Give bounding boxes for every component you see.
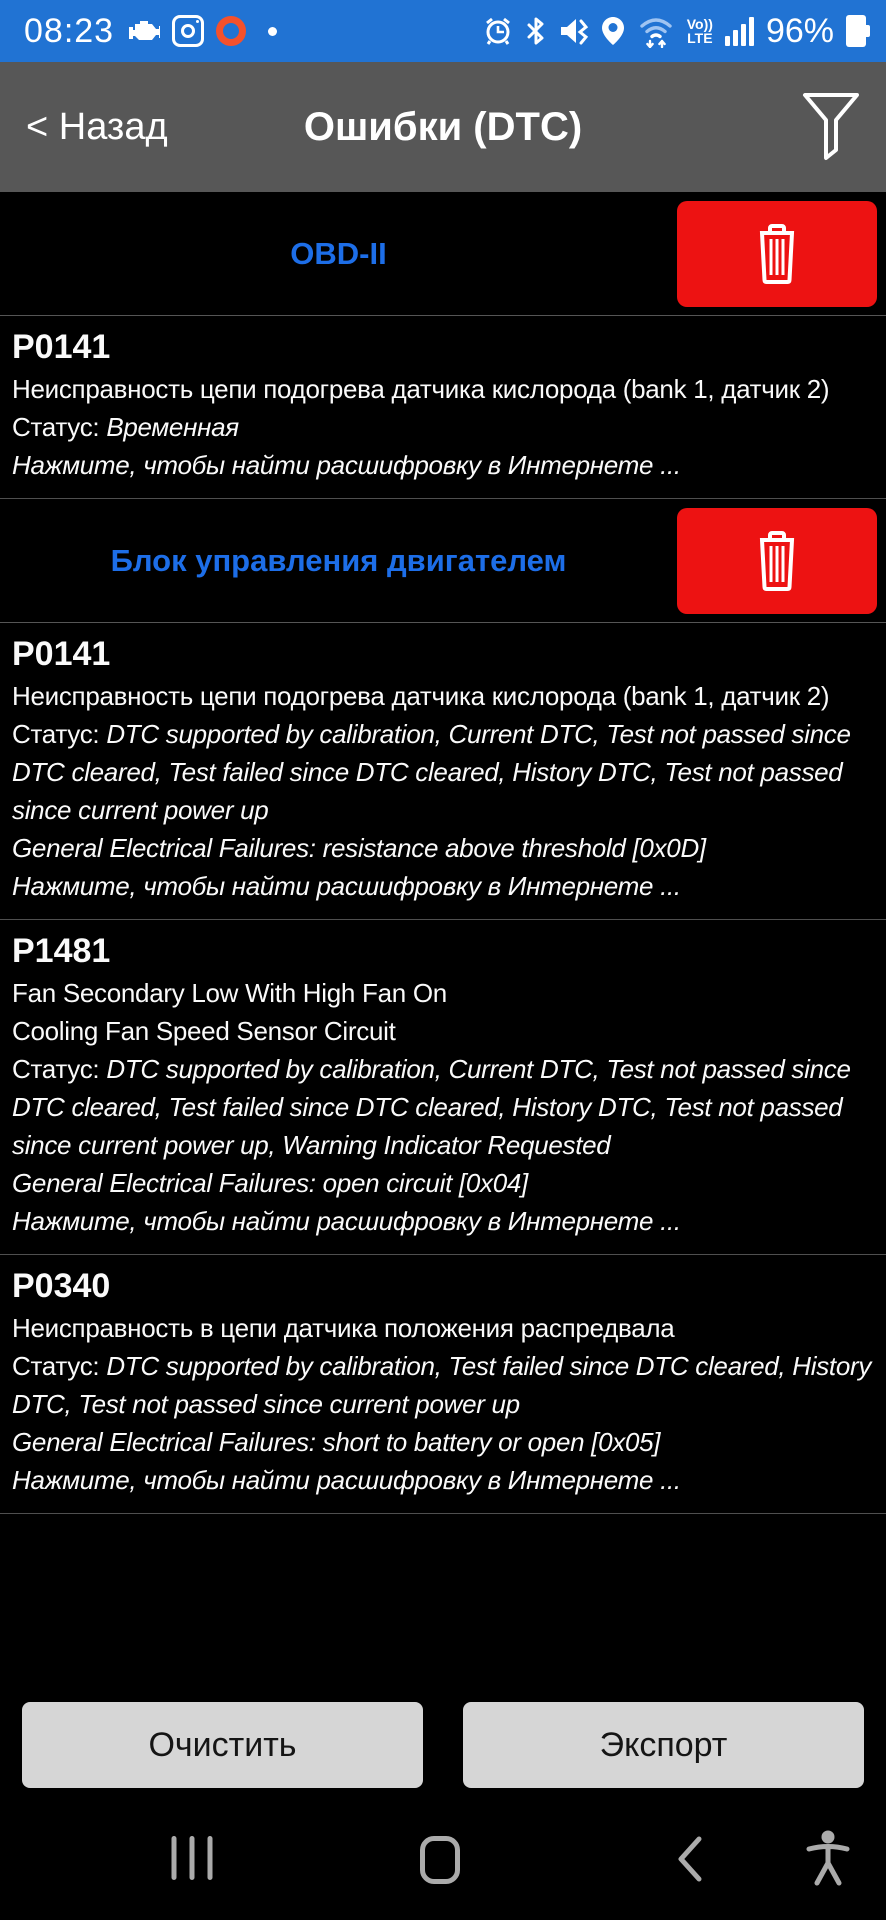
trash-icon: [748, 530, 806, 592]
status-bar: [0, 0, 886, 62]
clock-text: 08:23: [24, 11, 115, 50]
dtc-entry-p0141-obd2[interactable]: [0, 316, 886, 499]
accessibility-icon[interactable]: [805, 1830, 851, 1886]
recents-icon[interactable]: [172, 1836, 213, 1880]
signal-bars-icon: [725, 16, 754, 46]
clear-button[interactable]: Очистить: [22, 1702, 423, 1788]
section-title: OBD-II: [290, 235, 387, 271]
dtc-description: Неисправность в цепи датчика положения распредвала: [12, 1313, 675, 1343]
battery-icon: [846, 15, 866, 47]
record-ring-icon: [216, 16, 246, 46]
filter-funnel-icon[interactable]: [802, 92, 860, 162]
notification-dot: [268, 27, 277, 36]
dtc-code: P1481: [12, 932, 111, 970]
instagram-icon: [172, 15, 204, 47]
status-label: Статус:: [12, 1351, 100, 1381]
status-label: Статус:: [12, 719, 100, 749]
dtc-code: P0141: [12, 328, 111, 366]
dtc-entry-p0340[interactable]: [0, 1255, 886, 1514]
home-icon[interactable]: [420, 1836, 460, 1884]
section-header-ecu: [0, 499, 886, 623]
status-value: DTC supported by calibration, Current DTC, Test not passed since DTC cleared, Test failed since DTC cleared, History DTC, Test not passed since current power up: [12, 719, 851, 825]
empty-space: [0, 1514, 886, 1702]
delete-section-ecu-button[interactable]: [677, 508, 877, 614]
dtc-status-line: [12, 715, 872, 829]
status-value: DTC supported by calibration, Current DTC, Test not passed since DTC cleared, Test failed since DTC cleared, History DTC, Test not passed since current power up, Warning Indicator Requested: [12, 1054, 851, 1160]
back-icon[interactable]: [677, 1836, 703, 1882]
mute-vibrate-icon: [559, 16, 589, 46]
alarm-icon: [483, 16, 513, 46]
dtc-lookup-hint: Нажмите, чтобы найти расшифровку в Интернете ...: [12, 871, 681, 901]
volte-icon: Vo)) LTE: [686, 16, 713, 46]
check-engine-icon: [126, 18, 160, 44]
dtc-failure-detail: General Electrical Failures: open circuit [0x04]: [12, 1168, 528, 1198]
dtc-description: Fan Secondary Low With High Fan On: [12, 978, 447, 1008]
dtc-description: Неисправность цепи подогрева датчика кислорода (bank 1, датчик 2): [12, 374, 830, 404]
dtc-entry-p1481[interactable]: [0, 920, 886, 1255]
section-title: Блок управления двигателем: [110, 542, 567, 578]
section-title-wrap: [0, 236, 677, 272]
dtc-lookup-hint: Нажмите, чтобы найти расшифровку в Интернете ...: [12, 450, 681, 480]
dtc-lookup-hint: Нажмите, чтобы найти расшифровку в Интернете ...: [12, 1465, 681, 1495]
dtc-status-line: [12, 1347, 872, 1423]
status-bar-left: [24, 12, 277, 51]
android-nav-bar: [0, 1808, 886, 1920]
dtc-status-line: [12, 1050, 872, 1164]
dtc-list: [0, 192, 886, 1514]
section-title-wrap: [0, 543, 677, 579]
dtc-entry-p0141-ecu[interactable]: [0, 623, 886, 920]
status-label: Статус:: [12, 412, 100, 442]
dtc-failure-detail: General Electrical Failures: resistance above threshold [0x0D]: [12, 833, 706, 863]
bluetooth-icon: [525, 16, 547, 46]
dtc-code: P0141: [12, 635, 111, 673]
trash-icon: [748, 223, 806, 285]
app-bar: [0, 62, 886, 192]
dtc-description: Cooling Fan Speed Sensor Circuit: [12, 1016, 396, 1046]
wifi-arrows-icon: [637, 14, 675, 48]
section-header-obd2: [0, 192, 886, 316]
dtc-description: Неисправность цепи подогрева датчика кислорода (bank 1, датчик 2): [12, 681, 830, 711]
footer-actions: [0, 1702, 886, 1788]
export-button[interactable]: Экспорт: [463, 1702, 864, 1788]
status-value: DTC supported by calibration, Test failed since DTC cleared, History DTC, Test not passed since current power up: [12, 1351, 872, 1419]
dtc-lookup-hint: Нажмите, чтобы найти расшифровку в Интернете ...: [12, 1206, 681, 1236]
page-title: Ошибки (DTC): [303, 104, 583, 149]
dtc-code: P0340: [12, 1267, 111, 1305]
battery-percent-text: 96%: [765, 11, 834, 50]
delete-section-obd2-button[interactable]: [677, 201, 877, 307]
status-bar-right: [483, 12, 866, 51]
status-value: Временная: [106, 412, 239, 442]
dtc-status-line: [12, 408, 872, 446]
dtc-failure-detail: General Electrical Failures: short to battery or open [0x05]: [12, 1427, 661, 1457]
location-icon: [601, 16, 625, 46]
status-label: Статус:: [12, 1054, 100, 1084]
back-button[interactable]: < Назад: [26, 105, 168, 148]
